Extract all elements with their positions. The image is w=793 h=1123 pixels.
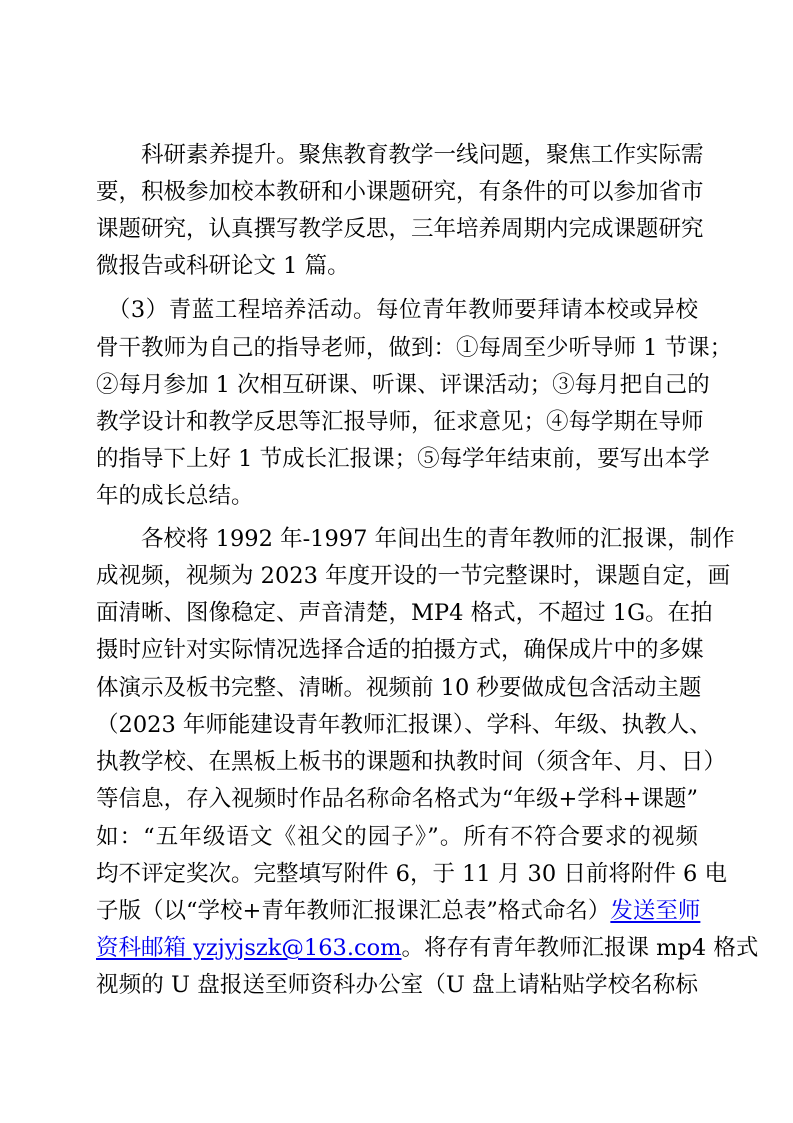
email-link-part-1[interactable]: 发送至师 xyxy=(610,898,701,924)
text-line-with-link xyxy=(96,893,701,929)
text-line: 摄时应针对实际情况选择合适的拍摄方式，确保成片中的多媒 xyxy=(96,637,704,663)
text-segment: 子版（以“学校+青年教师汇报课汇总表”格式命名） xyxy=(96,898,611,924)
text-line: 教学设计和教学反思等汇报导师，征求意见；④每学期在导师 xyxy=(96,409,704,435)
text-line: 课题研究，认真撰写教学反思，三年培养周期内完成课题研究 xyxy=(96,216,704,242)
text-line: 科研素养提升。聚焦教育教学一线问题，聚焦工作实际需 xyxy=(96,142,704,168)
email-link-part-2[interactable]: 资科邮箱 yzjyjszk@163.com xyxy=(96,935,402,961)
text-line: 执教学校、在黑板上板书的课题和执教时间（须含年、月、日） xyxy=(96,749,727,775)
text-line: 等信息，存入视频时作品名称命名格式为“年级+学科+课题” xyxy=(96,786,698,812)
text-line: 均不评定奖次。完整填写附件 6，于 11 月 30 日前将附件 6 电 xyxy=(96,861,727,887)
text-line: 骨干教师为自己的指导老师，做到：①每周至少听导师 1 节课； xyxy=(96,335,733,361)
text-line: （3）青蓝工程培养活动。每位青年教师要拜请本校或异校 xyxy=(96,297,698,323)
text-line: 成视频，视频为 2023 年度开设的一节完整课时，课题自定，画 xyxy=(96,563,731,589)
text-segment: 。将存有青年教师汇报课 mp4 格式 xyxy=(401,935,759,961)
text-line: 微报告或科研论文 1 篇。 xyxy=(96,253,350,279)
text-line: 各校将 1992 年-1997 年间出生的青年教师的汇报课，制作 xyxy=(96,526,735,552)
text-line: 要，积极参加校本教研和小课题研究，有条件的可以参加省市 xyxy=(96,179,704,205)
text-line: （2023 年师能建设青年教师汇报课）、学科、年级、执教人、 xyxy=(96,712,712,738)
text-line: 年的成长总结。 xyxy=(96,483,254,509)
text-line: ②每月参加 1 次相互研课、听课、评课活动；③每月把自己的 xyxy=(96,372,710,398)
text-line-with-link xyxy=(96,930,759,966)
text-line: 体演示及板书完整、清晰。视频前 10 秒要做成包含活动主题 xyxy=(96,675,702,701)
text-line: 的指导下上好 1 节成长汇报课；⑤每学年结束前，要写出本学 xyxy=(96,446,710,472)
text-line: 视频的 U 盘报送至师资科办公室（U 盘上请粘贴学校名称标 xyxy=(96,972,698,998)
text-line: 如：“五年级语文《祖父的园子》”。所有不符合要求的视频 xyxy=(96,824,698,850)
text-line: 面清晰、图像稳定、声音清楚，MP4 格式，不超过 1G。在拍 xyxy=(96,600,713,626)
